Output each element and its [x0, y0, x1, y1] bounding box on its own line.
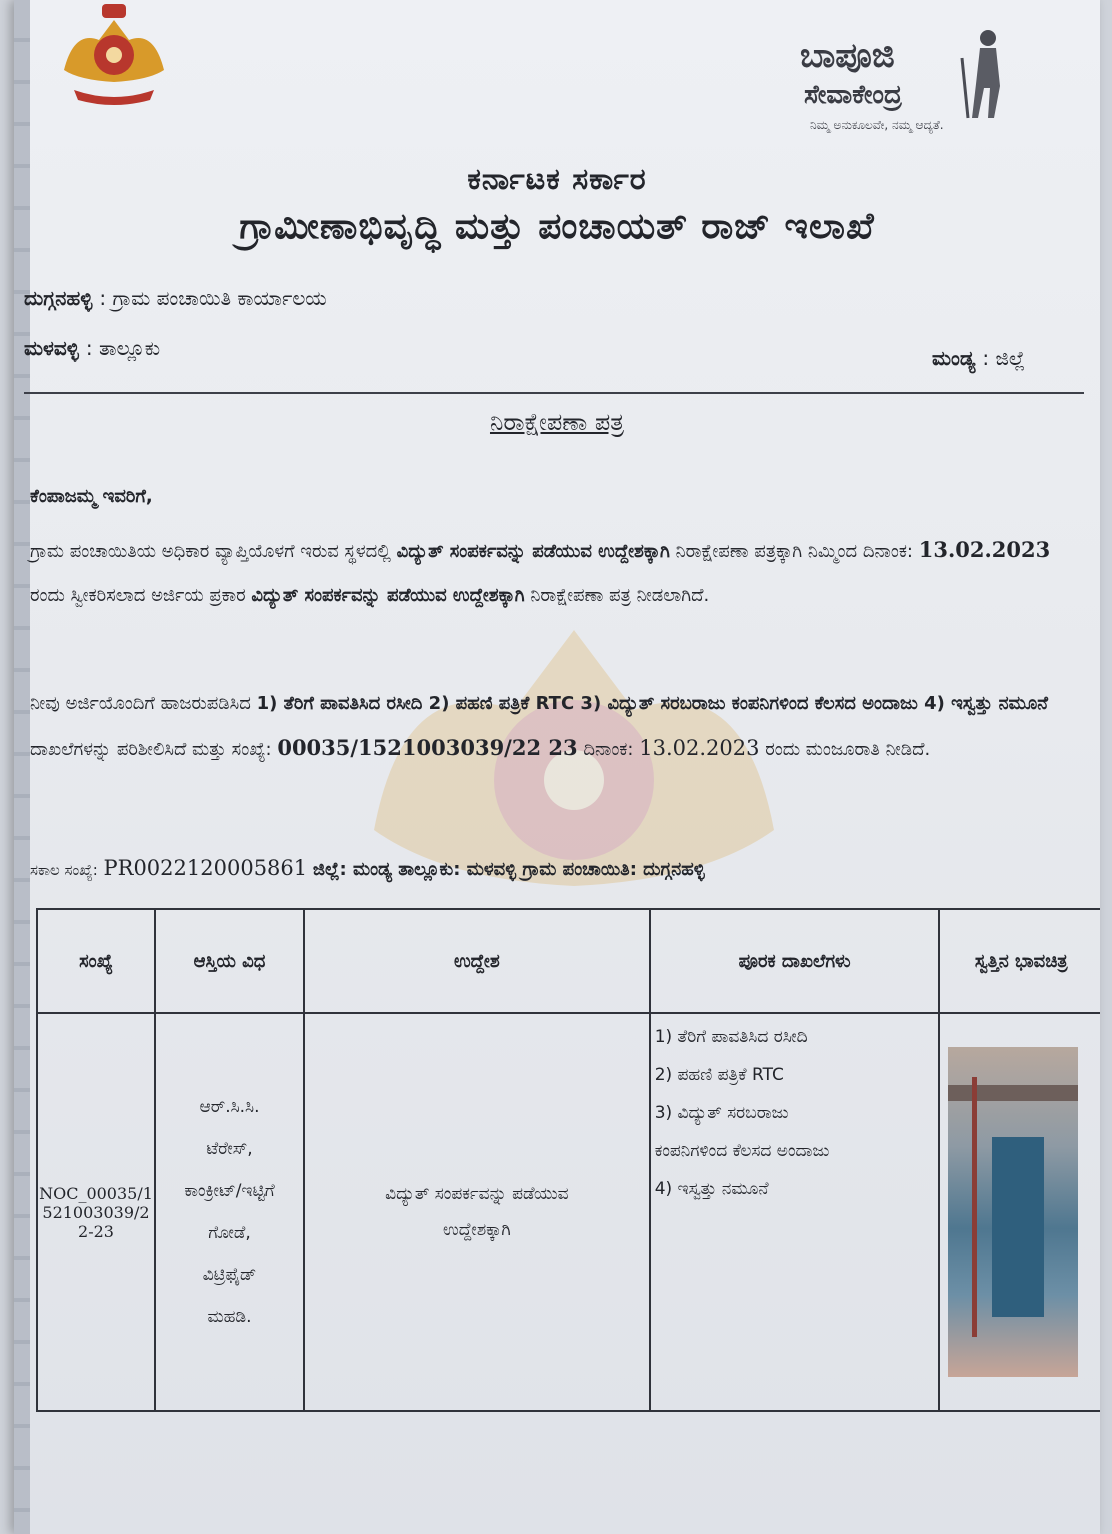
- sakala-line: [30, 856, 705, 880]
- property-line: ಆರ್.ಸಿ.ಸಿ.: [199, 1097, 260, 1117]
- village-name: ದುಗ್ಗನಹಳ್ಳಿ: [24, 286, 93, 310]
- noc-details-table: [36, 908, 1100, 1412]
- paragraph-approval: [30, 682, 1070, 772]
- doc-item: 1) ತೆರಿಗೆ ಪಾವತಿಸಿದ ರಸೀದಿ: [654, 1027, 808, 1047]
- government-title: ಕರ್ನಾಟಕ ಸರ್ಕಾರ: [467, 162, 647, 197]
- office-label: : ಗ್ರಾಮ ಪಂಚಾಯಿತಿ ಕಾರ್ಯಾಲಯ: [99, 286, 327, 310]
- table-header-row: [37, 909, 1100, 1013]
- doc-item: ಕಂಪನಿಗಳಿಂದ ಕೆಲಸದ ಅಂದಾಜು: [654, 1141, 830, 1161]
- header-number: ಸಂಖ್ಯೆ: [37, 909, 155, 1013]
- paragraph-noc-issued: [30, 528, 1070, 618]
- header-property-photo: ಸ್ವತ್ತಿನ ಭಾವಚಿತ್ರ: [939, 909, 1100, 1013]
- document-page: [14, 0, 1100, 1534]
- property-photo-cell: [939, 1013, 1100, 1411]
- header-divider: [24, 392, 1084, 394]
- sakala-number: PR0022120005861: [103, 856, 308, 880]
- doc-item: 3) ವಿದ್ಯುತ್ ಸರಬರಾಜು: [654, 1103, 789, 1123]
- doc-item: 4) ಇಸ್ವತ್ತು ನಮೂನೆ: [654, 1179, 769, 1199]
- karnataka-emblem-icon: [54, 0, 174, 108]
- p2-documents: 1) ತೆರಿಗೆ ಪಾವತಿಸಿದ ರಸೀದಿ 2) ಪಹಣಿ ಪತ್ರಿಕೆ RTC 3) ವಿದ್ಯುತ್ ಸರಬರಾಜು ಕಂಪನಿಗಳಿಂದ ಕೆಲಸದ ಅಂದಾಜು 4) ಇಸ್ವತ್ತು ನಮೂನೆ: [256, 693, 1048, 714]
- taluk-name: ಮಳವಳ್ಳಿ: [24, 336, 79, 360]
- department-title: ಗ್ರಾಮೀಣಾಭಿವೃದ್ಧಿ ಮತ್ತು ಪಂಚಾಯತ್ ರಾಜ್ ಇಲಾಖೆ: [239, 206, 875, 247]
- photo-pole: [972, 1077, 977, 1337]
- application-date: 13.02.2023: [918, 537, 1051, 562]
- p1-purpose-2: ವಿದ್ಯುತ್ ಸಂಪರ್ಕವನ್ನು ಪಡೆಯುವ ಉದ್ದೇಶಕ್ಕಾಗಿ: [251, 585, 525, 606]
- photo-door: [992, 1137, 1044, 1317]
- logo-tagline: ನಿಮ್ಮ ಅನುಕೂಲವೇ, ನಮ್ಮ ಆದ್ಯತೆ.: [810, 118, 944, 132]
- district-name: ಮಂಡ್ಯ: [932, 346, 976, 370]
- p1-text-f: ನಿರಾಕ್ಷೇಪಣಾ ಪತ್ರ ನೀಡಲಾಗಿದೆ.: [530, 585, 710, 606]
- bapuji-seva-kendra-logo: [800, 28, 1020, 138]
- p2-text-d: ರಂದು ಮಂಜೂರಾತಿ ನೀಡಿದೆ.: [765, 739, 931, 760]
- taluk-line: [24, 336, 160, 360]
- logo-name: ಬಾಪೂಜಿ: [800, 36, 895, 76]
- property-line: ಕಾಂಕ್ರೀಟ್/ಇಟ್ಟಿಗೆ: [184, 1181, 275, 1201]
- table-row: [37, 1013, 1100, 1411]
- header-supporting-docs: ಪೂರಕ ದಾಖಲೆಗಳು: [650, 909, 940, 1013]
- property-line: ಟೆರೇಸ್,: [206, 1139, 253, 1159]
- approval-number: 00035/1521003039/22 23: [277, 735, 578, 760]
- header-property-type: ಆಸ್ತಿಯ ವಿಧ: [155, 909, 304, 1013]
- property-line: ಗೋಡೆ,: [208, 1223, 251, 1243]
- property-line: ವಿಟ್ರಿಫೈಡ್: [202, 1265, 257, 1285]
- supporting-docs-cell: [650, 1013, 940, 1411]
- approval-date: 13.02.2023: [639, 736, 760, 760]
- district-line: [932, 346, 1025, 370]
- p1-purpose: ವಿದ್ಯುತ್ ಸಂಪರ್ಕವನ್ನು ಪಡೆಯುವ ಉದ್ದೇಶಕ್ಕಾಗಿ: [396, 541, 670, 562]
- p2-text-b: ದಾಖಲೆಗಳನ್ನು ಪರಿಶೀಲಿಸಿದೆ ಮತ್ತು ಸಂಖ್ಯೆ:: [30, 739, 272, 760]
- purpose-cell: [304, 1013, 650, 1411]
- office-line: [24, 286, 327, 310]
- p2-text-a: ನೀವು ಅರ್ಜಿಯೊಂದಿಗೆ ಹಾಜರುಪಡಿಸಿದ: [30, 693, 251, 714]
- district-label: : ಜಿಲ್ಲೆ: [982, 346, 1026, 370]
- document-subject: ನಿರಾಕ್ಷೇಪಣಾ ಪತ್ರ: [489, 408, 624, 436]
- noc-number: NOC_00035/1521003039/22-23: [39, 1183, 153, 1241]
- gandhi-walking-icon: [954, 28, 1014, 120]
- purpose-line: ಉದ್ದೇಶಕ್ಕಾಗಿ: [442, 1220, 511, 1240]
- p2-text-c: ದಿನಾಂಕ:: [583, 739, 634, 760]
- logo-subtitle: ಸೇವಾಕೇಂದ್ರ: [804, 80, 902, 110]
- greeting: ಕೆಂಪಾಜಮ್ಮ ಇವರಿಗೆ,: [30, 486, 153, 507]
- property-photo: [948, 1047, 1078, 1377]
- photo-roof: [948, 1085, 1078, 1101]
- sakala-label: ಸಕಾಲ ಸಂಖ್ಯೆ:: [30, 861, 98, 879]
- p1-text-a: ಗ್ರಾಮ ಪಂಚಾಯಿತಿಯ ಅಧಿಕಾರ ವ್ಯಾಪ್ತಿಯೊಳಗೆ ಇರುವ ಸ್ಥಳದಲ್ಲಿ: [30, 541, 391, 562]
- purpose-line: ವಿದ್ಯುತ್ ಸಂಪರ್ಕವನ್ನು ಪಡೆಯುವ: [385, 1184, 569, 1204]
- taluk-label: : ತಾಲ್ಲೂಕು: [85, 336, 161, 360]
- sakala-location: ಜಿಲ್ಲೆ: ಮಂಡ್ಯ ತಾಲ್ಲೂಕು: ಮಳವಳ್ಳಿ ಗ್ರಾಮ ಪಂಚಾಯಿತಿ: ದುಗ್ಗನಹಳ್ಳಿ: [312, 859, 705, 880]
- doc-item: 2) ಪಹಣಿ ಪತ್ರಿಕೆ RTC: [654, 1065, 784, 1085]
- header-purpose: ಉದ್ದೇಶ: [304, 909, 650, 1013]
- p1-text-d: ರಂದು ಸ್ವೀಕರಿಸಲಾದ ಅರ್ಜಿಯ ಪ್ರಕಾರ: [30, 585, 246, 606]
- property-line: ಮಹಡಿ.: [207, 1307, 252, 1327]
- property-type-cell: [155, 1013, 304, 1411]
- p1-text-c: ನಿರಾಕ್ಷೇಪಣಾ ಪತ್ರಕ್ಕಾಗಿ ನಿಮ್ಮಿಂದ ದಿನಾಂಕ:: [675, 541, 913, 562]
- noc-number-cell: [37, 1013, 155, 1411]
